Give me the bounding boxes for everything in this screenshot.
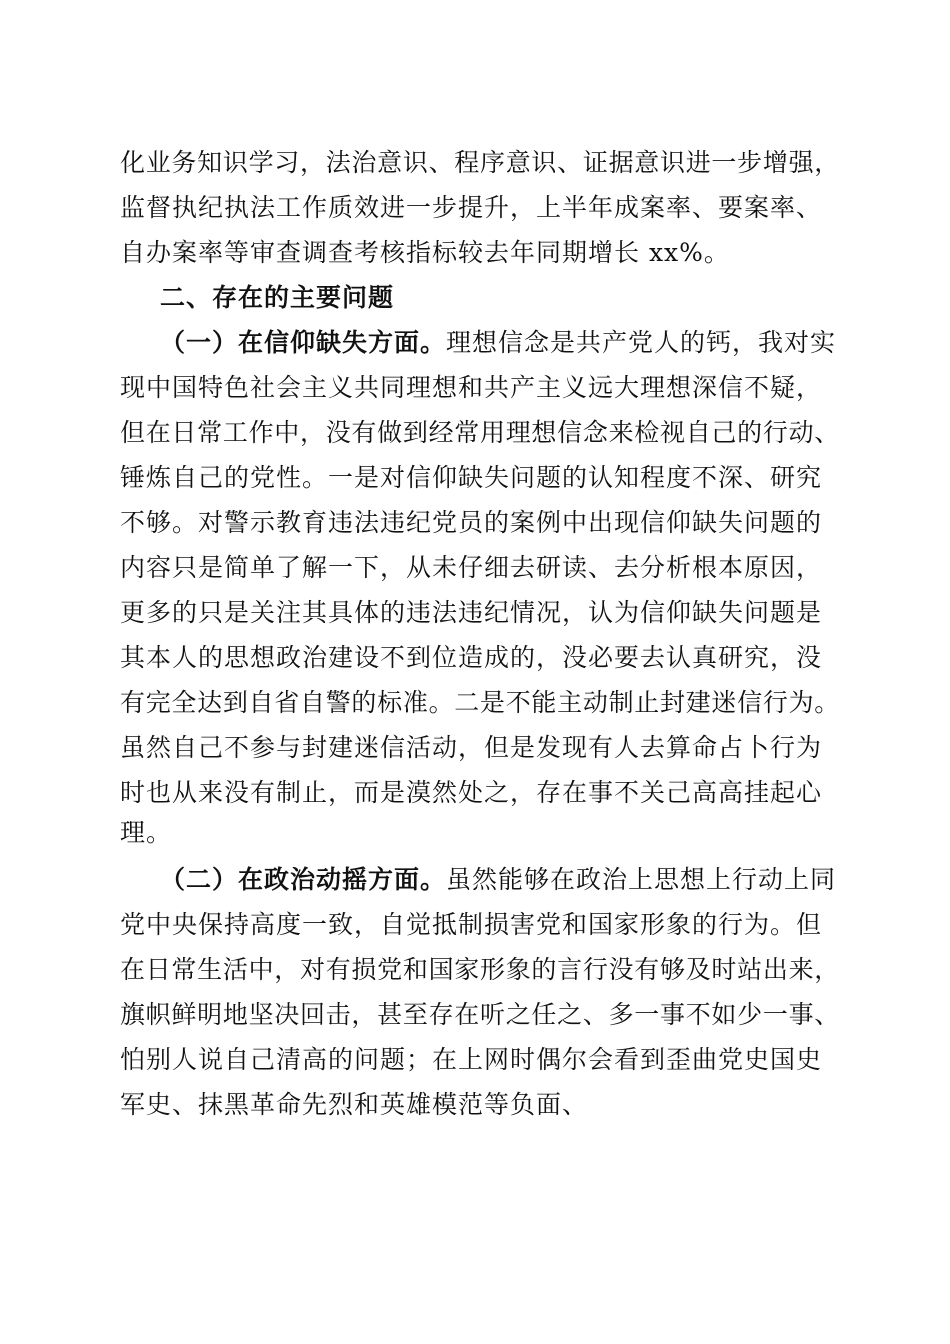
body-text-line: 现中国特色社会主义共同理想和共产主义远大理想深信不疑， xyxy=(120,373,823,402)
body-text-line: 旗帜鲜明地坚决回击，甚至存在听之任之、多一事不如少一事、 xyxy=(120,1000,841,1029)
paragraph-first-line xyxy=(160,328,836,358)
body-text-line: 怕别人说自己清高的问题；在上网时偶尔会看到歪曲党史国史 xyxy=(120,1045,823,1074)
body-text-line: 党中央保持高度一致，自觉抵制损害党和国家形象的行为。但 xyxy=(120,910,823,939)
body-text-line: 但在日常工作中，没有做到经常用理想信念来检视自己的行动、 xyxy=(120,418,841,447)
body-text-line: 有完全达到自省自警的标准。二是不能主动制止封建迷信行为。 xyxy=(120,688,841,717)
body-text-line: 虽然自己不参与封建迷信活动，但是发现有人去算命占卜行为 xyxy=(120,733,823,762)
body-text: 理想信念是共产党人的钙，我对实 xyxy=(446,328,837,357)
body-text-line: 不够。对警示教育违法违纪党员的案例中出现信仰缺失问题的 xyxy=(120,508,823,537)
body-text-line: 锤炼自己的党性。一是对信仰缺失问题的认知程度不深、研究 xyxy=(120,463,823,492)
body-text-line: 其本人的思想政治建设不到位造成的，没必要去认真研究，没 xyxy=(120,643,823,672)
subsection-title: （二）在政治动摇方面。 xyxy=(160,865,447,894)
section-heading: 二、存在的主要问题 xyxy=(160,283,395,312)
paragraph-first-line xyxy=(160,865,836,895)
body-text: 虽然能够在政治上思想上行动上同 xyxy=(446,865,837,894)
body-text-line: 更多的只是关注其具体的违法违纪情况，认为信仰缺失问题是 xyxy=(120,598,823,627)
body-text-line: 在日常生活中，对有损党和国家形象的言行没有够及时站出来， xyxy=(120,955,841,984)
body-text-line: 军史、抹黑革命先烈和英雄模范等负面、 xyxy=(120,1090,589,1119)
body-text-line: 内容只是简单了解一下，从未仔细去研读、去分析根本原因， xyxy=(120,553,823,582)
body-text-line: 理。 xyxy=(120,818,173,847)
body-text-line: 时也从来没有制止，而是漠然处之，存在事不关己高高挂起心 xyxy=(120,778,823,807)
body-text-line: 自办案率等审查调查考核指标较去年同期增长 xx%。 xyxy=(120,238,730,267)
body-text-line: 化业务知识学习，法治意识、程序意识、证据意识进一步增强， xyxy=(120,148,841,177)
body-text-line: 监督执纪执法工作质效进一步提升，上半年成案率、要案率、 xyxy=(120,193,823,222)
subsection-title: （一）在信仰缺失方面。 xyxy=(160,328,447,357)
